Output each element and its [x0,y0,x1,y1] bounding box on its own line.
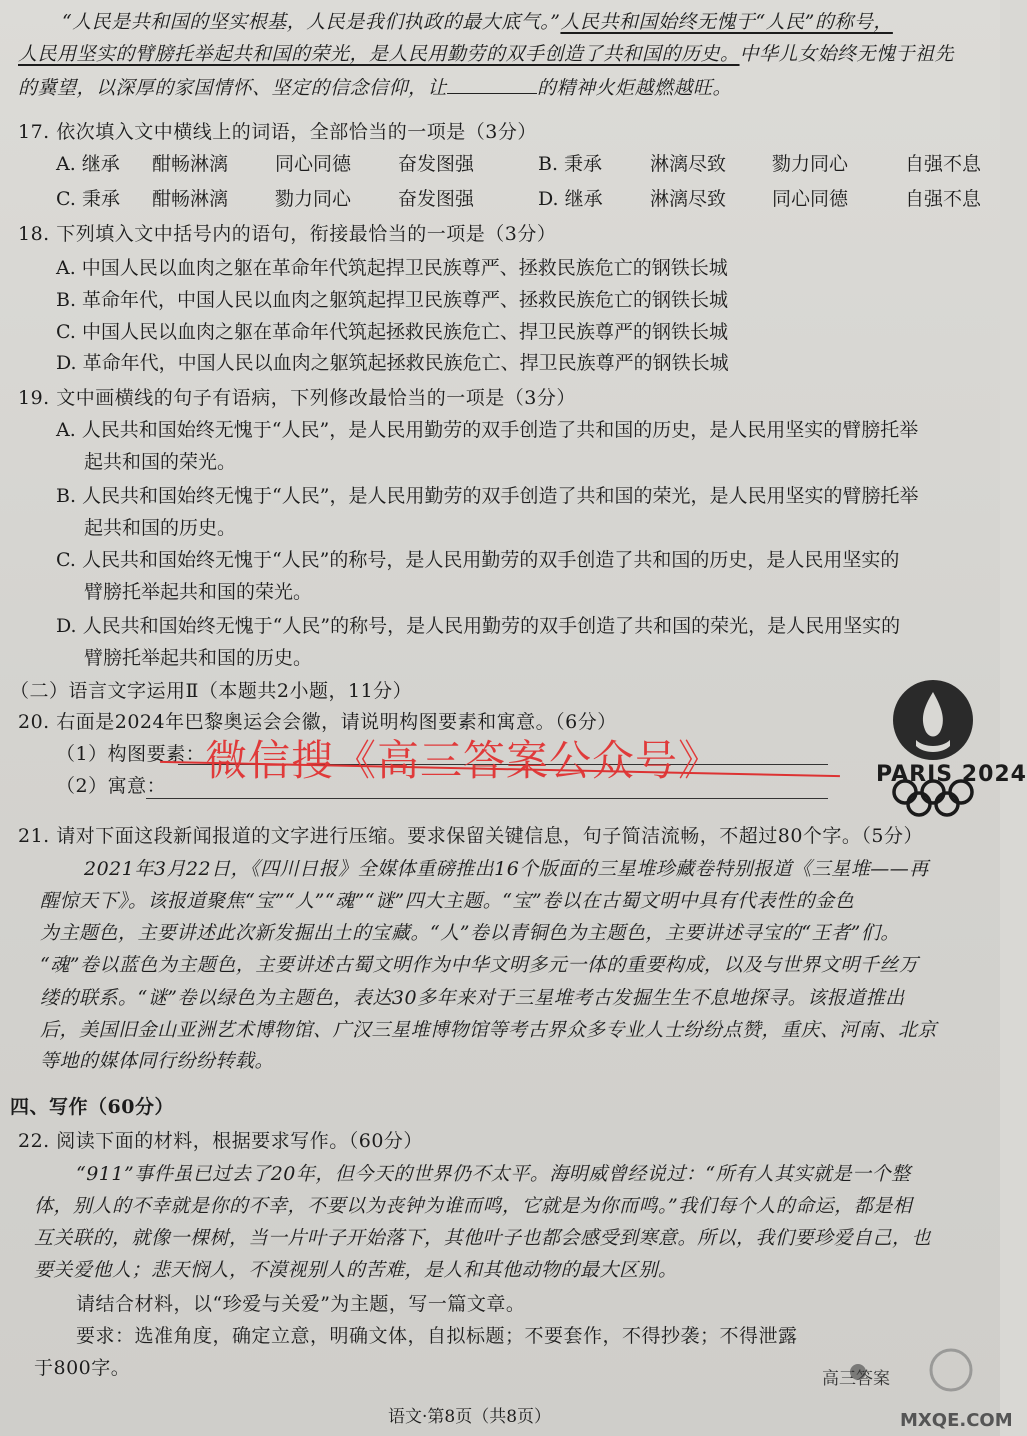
q17-stem: 17. 依次填入文中横线上的词语，全部恰当的一项是（3分） [18,121,537,143]
q17-option-b-1: B. 秉承 [538,153,603,175]
q21-line-6: 后，美国旧金山亚洲艺术博物馆、广汉三星堆博物馆等考古界众多专业人士纷纷点赞，重庆、河南、北京 [40,1019,938,1041]
passage-text: “人民是共和国的坚实根基，人民是我们执政的最大底气。” [62,11,561,33]
q18-option-a: A. 中国人民以血肉之躯在革命年代筑起捍卫民族尊严、拯救民族危亡的钢铁长城 [56,257,728,279]
q17-option-d-1: D. 继承 [538,188,603,210]
q22-line-2: 体，别人的不幸就是你的不幸，不要以为丧钟为谁而鸣，它就是为你而鸣。”我们每个人的命运，都是相 [34,1195,913,1217]
q21-line-2: 醒惊天下》。该报道聚焦“宝”“人”“魂”“谜”四大主题。“宝”卷以在古蜀文明中具有代表性的金色 [40,890,855,912]
q17-option-c-2: 酣畅淋漓 [152,188,229,210]
q17-option-a-3: 同心同德 [275,153,352,175]
section-heading-4: 四、写作（60分） [10,1096,174,1118]
q21-line-3: 为主题色，主要讲述此次新发掘出土的宝藏。“人”卷以青铜色为主题色，主要讲述寻宝的“王者”们。 [40,922,900,944]
red-watermark: 微信搜《高三答案公众号》 [205,736,722,785]
q22-requirements-cont: 于800字。 [34,1357,131,1379]
q22-line-1: “911”事件虽已过去了20年，但今天的世界仍不太平。海明威曾经说过：“所有人其实就是一个整 [76,1163,911,1185]
q22-task: 请结合材料，以“珍爱与关爱”为主题，写一篇文章。 [76,1293,526,1315]
q19-option-b-line-1: B. 人民共和国始终无愧于“人民”，是人民用勤劳的双手创造了共和国的荣光，是人民用坚实的臂膀托举 [56,485,919,507]
q17-option-c-1: C. 秉承 [56,188,120,210]
blank-line [447,75,537,94]
q21-line-4: “魂”卷以蓝色为主题色，主要讲述古蜀文明作为中华文明多元一体的重要构成，以及与世界文明千丝万 [40,954,919,976]
q20-item-1: （1）构图要素： [56,743,206,765]
q19-option-c-line-2: 臂膀托举起共和国的荣光。 [84,581,313,603]
site-watermark: MXQE.COM [900,1410,1013,1431]
q17-option-b-2: 淋漓尽致 [650,153,727,175]
underlined-sentence: 人民共和国始终无愧于“人民”的称号， [560,11,893,33]
stamp-text: 高三答案 [822,1369,890,1389]
passage-text: 的冀望，以深厚的家国情怀、坚定的信念信仰，让 [18,77,448,99]
q18-option-b: B. 革命年代，中国人民以血肉之躯筑起捍卫民族尊严、拯救民族危亡的钢铁长城 [56,289,729,311]
q20-item-2: （2）寓意： [56,775,167,797]
q20-stem: 20. 右面是2024年巴黎奥运会会徽，请说明构图要素和寓意。（6分） [18,711,617,733]
q22-stem: 22. 阅读下面的材料，根据要求写作。（60分） [18,1130,423,1152]
q17-option-a-1: A. 继承 [56,153,120,175]
q22-requirements: 要求：选准角度，确定立意，明确文体，自拟标题；不要套作，不得抄袭；不得泄露 [76,1325,798,1347]
paris-2024-logo-icon [878,680,988,830]
section-heading-2: （二）语言文字运用Ⅱ（本题共2小题，11分） [10,680,413,702]
q18-option-d: D. 革命年代，中国人民以血肉之躯筑起拯救民族危亡、捍卫民族尊严的钢铁长城 [56,352,729,374]
q22-line-4: 要关爱他人；悲天悯人，不漠视别人的苦难，是人和其他动物的最大区别。 [34,1259,678,1281]
q22-line-3: 互关联的，就像一棵树，当一片叶子开始落下，其他叶子也都会感受到寒意。所以，我们要珍爱自己，也 [34,1227,932,1249]
q19-option-c-line-1: C. 人民共和国始终无愧于“人民”的称号，是人民用勤劳的双手创造了共和国的历史，是人民用坚实的 [56,549,900,571]
q18-stem: 18. 下列填入文中括号内的语句，衔接最恰当的一项是（3分） [18,223,557,245]
q17-option-d-4: 自强不息 [905,188,982,210]
page-footer: 语文·第8页（共8页） [388,1407,552,1427]
q21-stem: 21. 请对下面这段新闻报道的文字进行压缩。要求保留关键信息，句子简洁流畅，不超过80个字。（5分） [18,825,924,847]
q21-line-1: 2021年3月22日，《四川日报》全媒体重磅推出16个版面的三星堆珍藏卷特别报道《三星堆——再 [84,858,929,880]
q19-option-a-line-1: A. 人民共和国始终无愧于“人民”，是人民用勤劳的双手创造了共和国的历史，是人民用坚实的臂膀托举 [56,419,919,441]
passage-line-1 [62,8,893,36]
q17-option-a-2: 酣畅淋漓 [152,153,229,175]
q19-option-b-line-2: 起共和国的历史。 [84,517,237,539]
passage-line-2 [18,40,954,68]
q19-option-d-line-1: D. 人民共和国始终无愧于“人民”的称号，是人民用勤劳的双手创造了共和国的荣光，是人民用坚实的 [56,615,901,637]
q17-option-b-3: 勠力同心 [772,153,849,175]
q19-stem: 19. 文中画横线的句子有语病，下列修改最恰当的一项是（3分） [18,387,576,409]
underlined-sentence: 人民用坚实的臂膀托举起共和国的荣光，是人民用勤劳的双手创造了共和国的历史。 [18,43,740,65]
q17-option-c-4: 奋发图强 [398,188,475,210]
passage-text: 的精神火炬越燃越旺。 [537,77,733,99]
answer-line-2[interactable] [146,798,828,799]
passage-line-3 [18,74,732,102]
q17-option-d-2: 淋漓尽致 [650,188,727,210]
passage-text: 中华儿女始终无愧于祖先 [739,43,955,65]
q17-option-b-4: 自强不息 [905,153,982,175]
q17-option-d-3: 同心同德 [772,188,849,210]
q21-line-7: 等地的媒体同行纷纷转载。 [40,1050,275,1072]
q17-option-a-4: 奋发图强 [398,153,475,175]
q18-option-c: C. 中国人民以血肉之躯在革命年代筑起拯救民族危亡、捍卫民族尊严的钢铁长城 [56,321,728,343]
q21-line-5: 缕的联系。“谜”卷以绿色为主题色，表达30多年来对于三星堆考古发掘生生不息地探寻。该报道推出 [40,987,905,1009]
q17-option-c-3: 勠力同心 [275,188,352,210]
q19-option-d-line-2: 臂膀托举起共和国的历史。 [84,647,313,669]
q19-option-a-line-2: 起共和国的荣光。 [84,451,237,473]
paris-2024-wordmark: PARIS 2024 [876,762,1027,787]
